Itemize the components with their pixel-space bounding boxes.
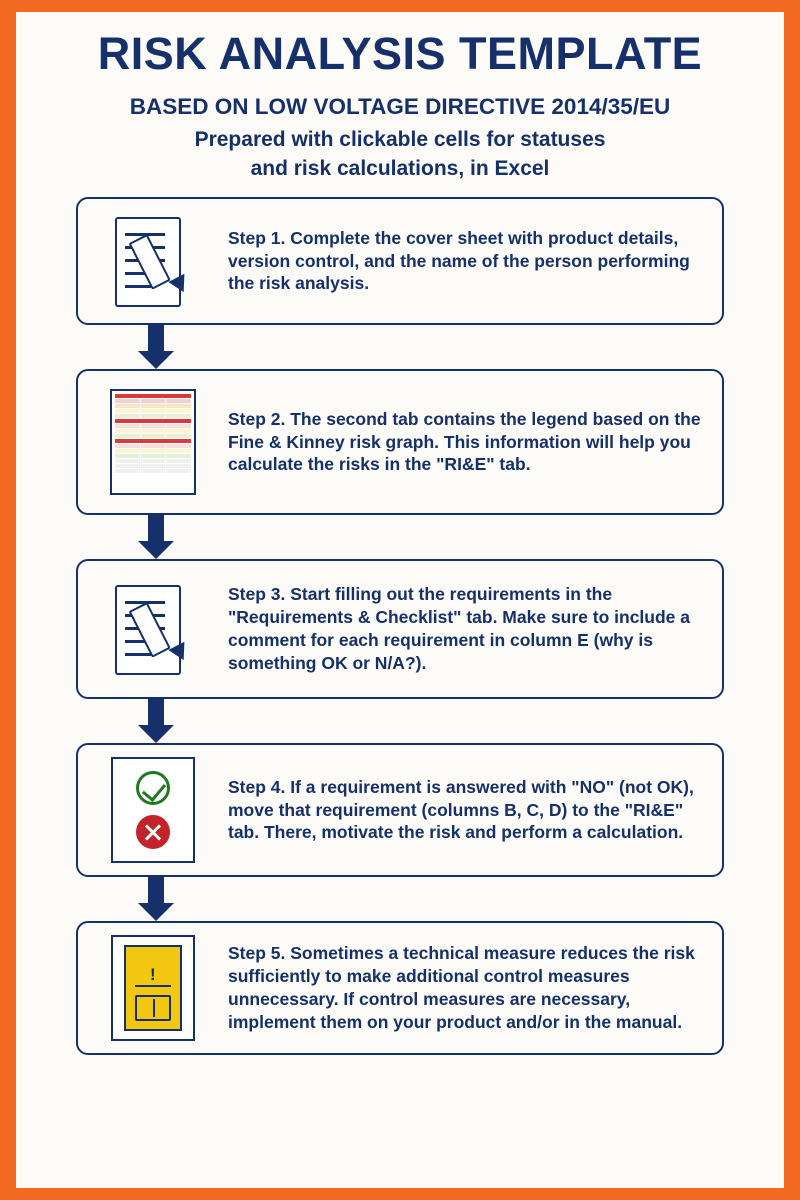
steps-list — [16, 197, 784, 1055]
step-1-text-cell — [228, 199, 722, 323]
subtitle-directive: BASED ON LOW VOLTAGE DIRECTIVE 2014/35/EU — [129, 94, 671, 120]
step-5-text: Step 5. Sometimes a technical measure reduces the risk sufficiently to make additional control measures unnecessary. If control measures are necessary, implement them on your product and/or in the manual. — [228, 943, 695, 1032]
step-card-3 — [76, 559, 724, 699]
step-2-text: Step 2. The second tab contains the legend based on the Fine & Kinney risk graph. This information will help you calculate the risks in the "RI&E" tab. — [228, 408, 701, 475]
poster-header — [16, 12, 784, 183]
arrow-2-to-3 — [76, 515, 724, 559]
check-and-cross-icon — [111, 757, 195, 863]
step-2-icon-cell — [78, 371, 228, 513]
legend-table-document-icon — [110, 389, 196, 495]
step-3-text-cell — [228, 561, 722, 697]
subtitle-description-line1: Prepared with clickable cells for statuses — [194, 128, 606, 152]
poster-page — [16, 12, 784, 1188]
subtitle-description-line2: and risk calculations, in Excel — [250, 157, 550, 181]
step-4-text-cell — [228, 745, 722, 875]
manual-book-icon — [135, 995, 171, 1021]
step-5-text-cell — [228, 923, 722, 1053]
check-circle-icon — [136, 771, 170, 805]
step-3-text: Step 3. Start filling out the requirements in the "Requirements & Checklist" tab. Make sure to include a comment for each requirement in column E (why is something OK or N/A?). — [228, 584, 690, 673]
step-1-text: Step 1. Complete the cover sheet with product details, version control, and the name of the person performing the risk analysis. — [228, 227, 690, 294]
step-4-icon-cell — [78, 745, 228, 875]
step-card-1 — [76, 197, 724, 325]
step-1-icon-cell — [78, 199, 228, 323]
warning-triangle-icon — [135, 956, 171, 987]
step-2-text-cell — [228, 371, 722, 513]
arrow-4-to-5 — [76, 877, 724, 921]
step-3-icon-cell — [78, 561, 228, 697]
arrow-1-to-2 — [76, 325, 724, 369]
warning-manual-icon — [111, 935, 195, 1041]
step-card-2 — [76, 369, 724, 515]
page-title: RISK ANALYSIS TEMPLATE — [97, 28, 703, 79]
step-card-4 — [76, 743, 724, 877]
arrow-3-to-4 — [76, 699, 724, 743]
step-card-5 — [76, 921, 724, 1055]
document-with-pencil-icon — [105, 213, 201, 309]
step-5-icon-cell — [78, 923, 228, 1053]
step-4-text: Step 4. If a requirement is answered with "NO" (not OK), move that requirement (columns B, C, D) to the "RI&E" tab. There, motivate the risk and perform a calculation. — [228, 776, 694, 843]
cross-circle-icon — [136, 815, 170, 849]
document-with-pencil-icon — [105, 581, 201, 677]
